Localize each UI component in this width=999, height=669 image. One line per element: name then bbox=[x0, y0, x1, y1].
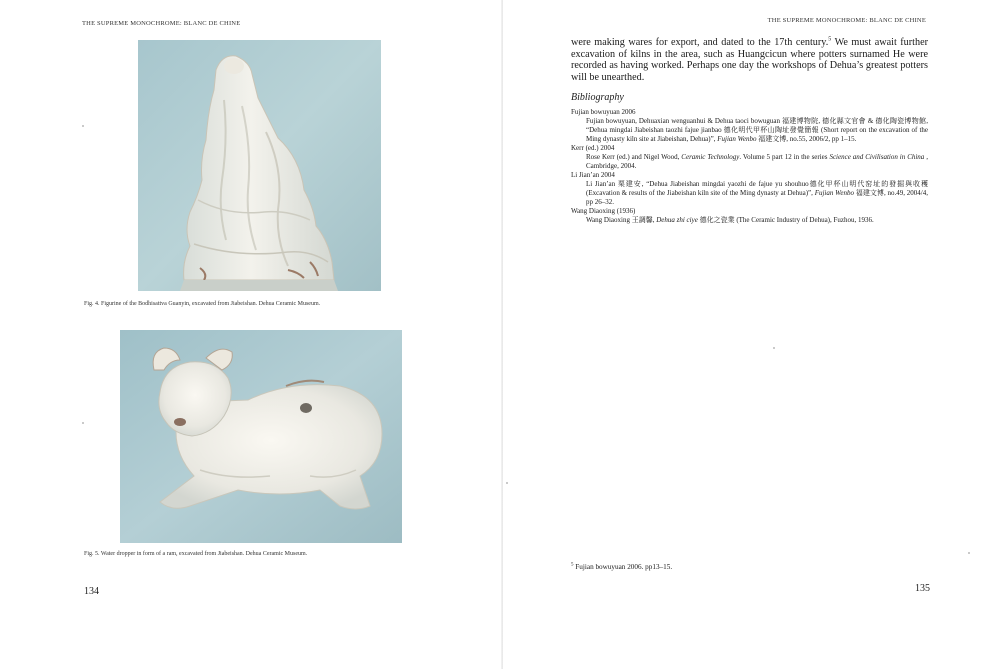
page-number-right: 135 bbox=[915, 583, 930, 594]
bibliography-key: Li Jian’an 2004 bbox=[571, 171, 615, 179]
body-text-part2: We must await further excavation of kilns in the area, such as Huangcicun where potters surnamed He were recorded as having worked. Perhaps one day the workshops of Dehua’s greatest potters will be unearthed. bbox=[571, 37, 928, 83]
paper-speck bbox=[506, 482, 508, 484]
bibliography-key: Kerr (ed.) 2004 bbox=[571, 144, 615, 152]
paper-speck bbox=[82, 125, 84, 127]
bibliography-entry-text: . Volume 5 part 12 in the series bbox=[739, 153, 830, 161]
bibliography-key: Fujian bowuyuan 2006 bbox=[571, 108, 636, 116]
bibliography-entry-text: Rose Kerr (ed.) and Nigel Wood, bbox=[586, 153, 682, 161]
bibliography-list bbox=[571, 108, 928, 225]
figure-5-ram-water-dropper-photo bbox=[120, 330, 402, 543]
body-paragraph bbox=[571, 37, 928, 83]
bibliography-journal-title: Fujian Wenbo bbox=[717, 135, 757, 143]
footnote-number: 5 bbox=[571, 562, 574, 568]
bibliography-heading: Bibliography bbox=[571, 92, 624, 103]
bibliography-entry-text: Fujian bowuyuan, Dehuaxian wenguanhui & Dehua taoci bowuguan 福建博物院, 德化縣文官會 & 德化陶瓷博物館, “Dehua mingdai Jiabeishan taozhi fajue jianbao 德化明代甲杯山陶址發覺簡報 (Short report on the excavation of the Ming dynasty kiln site at Jiabeishan, Dehua)”, bbox=[586, 117, 928, 143]
footnote-reference: 5 bbox=[828, 36, 832, 43]
bibliography-entry bbox=[571, 153, 928, 171]
body-text-part1: were making wares for export, and dated to the 17th century. bbox=[571, 37, 829, 48]
bibliography-journal-title: Fujian Wenbo bbox=[814, 189, 854, 197]
running-head-right: THE SUPREME MONOCHROME: BLANC DE CHINE bbox=[767, 17, 926, 24]
bibliography-series-title: Science and Civilisation in China bbox=[829, 153, 925, 161]
bibliography-entry-text: 福建文博, no.55, 2006/2, pp 1–15. bbox=[756, 135, 857, 143]
bibliography-entry bbox=[571, 180, 928, 207]
bibliography-entry-text: 福建文博, no.49, 2004/4, pp 26–32. bbox=[586, 189, 928, 206]
bibliography-entry-text: , Cambridge, 2004. bbox=[586, 153, 928, 170]
paper-speck bbox=[968, 552, 970, 554]
figure-5-caption: Fig. 5. Water dropper in form of a ram, excavated from Jiabeishan. Dehua Ceramic Museum. bbox=[84, 551, 308, 557]
running-head-left: THE SUPREME MONOCHROME: BLANC DE CHINE bbox=[82, 20, 241, 27]
bibliography-entry-text: Wang Diaoxing 王調馨, bbox=[586, 216, 657, 224]
bibliography-book-title: Ceramic Technology bbox=[681, 153, 740, 161]
bibliography-entry bbox=[571, 117, 928, 144]
paper-speck bbox=[773, 347, 775, 349]
footnote bbox=[571, 563, 672, 571]
paper-speck bbox=[82, 422, 84, 424]
bibliography-key: Wang Diaoxing (1936) bbox=[571, 207, 636, 215]
figure-4-caption: Fig. 4. Figurine of the Bodhisattva Guanyin, excavated from Jiabeishan. Dehua Ceramic Museum. bbox=[84, 301, 321, 307]
figure-4-guanyin-photo bbox=[138, 40, 381, 291]
bibliography-entry-text: 德化之瓷業 (The Ceramic Industry of Dehua), Fuzhou, 1936. bbox=[697, 216, 874, 224]
footnote-text: Fujian bowuyuan 2006. pp13–15. bbox=[573, 563, 673, 571]
bibliography-entry bbox=[571, 216, 928, 225]
bibliography-book-title: Dehua zhi ciye bbox=[656, 216, 698, 224]
bibliography-entry-text: Li Jian’an 栗建安, “Dehua Jiabeishan mingdai yaozhi de fajue yu shouhuo德化甲杯山明代窑址的發掘與收穫 (Excavation & results of the Jiabeishan kiln site of the Ming dynasty at Dehua)”, bbox=[586, 180, 928, 197]
page-number-left: 134 bbox=[84, 586, 99, 597]
